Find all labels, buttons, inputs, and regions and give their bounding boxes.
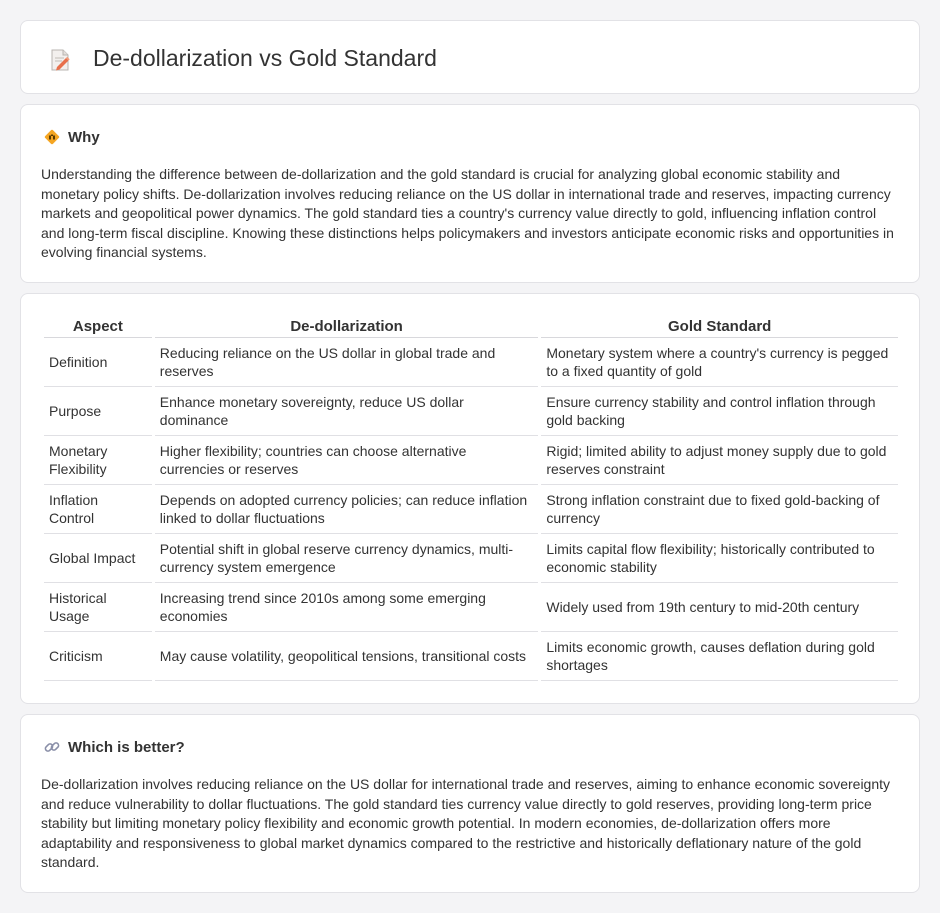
gold-standard-cell: Limits economic growth, causes deflation during gold shortages [541,632,898,681]
table-row [44,583,898,632]
aspect-cell: Monetary Flexibility [44,436,152,485]
better-heading [43,738,185,756]
de-dollarization-cell: Higher flexibility; countries can choose alternative currencies or reserves [155,436,539,485]
gold-standard-cell: Strong inflation constraint due to fixed gold-backing of currency [541,485,898,534]
gold-standard-cell: Ensure currency stability and control inflation through gold backing [541,387,898,436]
comparison-table [41,314,901,681]
de-dollarization-cell: Enhance monetary sovereignty, reduce US dollar dominance [155,387,539,436]
column-header-gold-standard: Gold Standard [541,314,898,338]
table-row [44,485,898,534]
comparison-section [20,293,920,704]
diamond-sign-icon [43,128,61,146]
why-text: Understanding the difference between de-dollarization and the gold standard is crucial for analyzing global economic stability and monetary policy shifts. De-dollarization involves reducing reliance on the US dollar in international trade and reserves, impacting currency markets and geopolitical power dynamics. The gold standard ties a country's currency value directly to gold, influencing inflation control and long-term fiscal discipline. Knowing these distinctions helps policymakers and investors anticipate economic risks and opportunities in evolving financial systems. [41,166,894,261]
column-header-de-dollarization: De-dollarization [155,314,539,338]
de-dollarization-cell: Depends on adopted currency policies; can reduce inflation linked to dollar fluctuations [155,485,539,534]
aspect-cell: Global Impact [44,534,152,583]
table-header-row [44,314,898,338]
de-dollarization-cell: Increasing trend since 2010s among some emerging economies [155,583,539,632]
link-icon [43,738,61,756]
gold-standard-cell: Limits capital flow flexibility; historically contributed to economic stability [541,534,898,583]
aspect-cell: Criticism [44,632,152,681]
why-heading [43,128,100,146]
page-title: De-dollarization vs Gold Standard [93,45,437,71]
aspect-cell: Definition [44,338,152,387]
de-dollarization-cell: May cause volatility, geopolitical tensions, transitional costs [155,632,539,681]
de-dollarization-cell: Potential shift in global reserve currency dynamics, multi-currency system emergence [155,534,539,583]
better-text: De-dollarization involves reducing reliance on the US dollar for international trade and reserves, aiming to enhance economic sovereignty and reduce vulnerability to dollar fluctuations. The gold standard ties currency value directly to gold reserves, providing long-term price stability but limiting monetary policy flexibility and economic growth potential. In modern economies, de-dollarization offers more adaptability and responsiveness to global market dynamics compared to the restrictive and historically deflationary nature of the gold standard. [41,776,891,871]
table-row [44,632,898,681]
gold-standard-cell: Rigid; limited ability to adjust money supply due to gold reserves constraint [541,436,898,485]
table-row [44,387,898,436]
aspect-cell: Purpose [44,387,152,436]
which-is-better-section [20,714,920,893]
table-row [44,436,898,485]
gold-standard-cell: Widely used from 19th century to mid-20th century [541,583,898,632]
document-edit-icon [47,47,73,73]
why-section [20,104,920,283]
aspect-cell: Inflation Control [44,485,152,534]
aspect-cell: Historical Usage [44,583,152,632]
gold-standard-cell: Monetary system where a country's currency is pegged to a fixed quantity of gold [541,338,898,387]
header-card [20,20,920,94]
why-title: Why [68,128,100,146]
table-row [44,534,898,583]
better-title: Which is better? [68,738,185,756]
de-dollarization-cell: Reducing reliance on the US dollar in global trade and reserves [155,338,539,387]
table-row [44,338,898,387]
column-header-aspect: Aspect [44,314,152,338]
